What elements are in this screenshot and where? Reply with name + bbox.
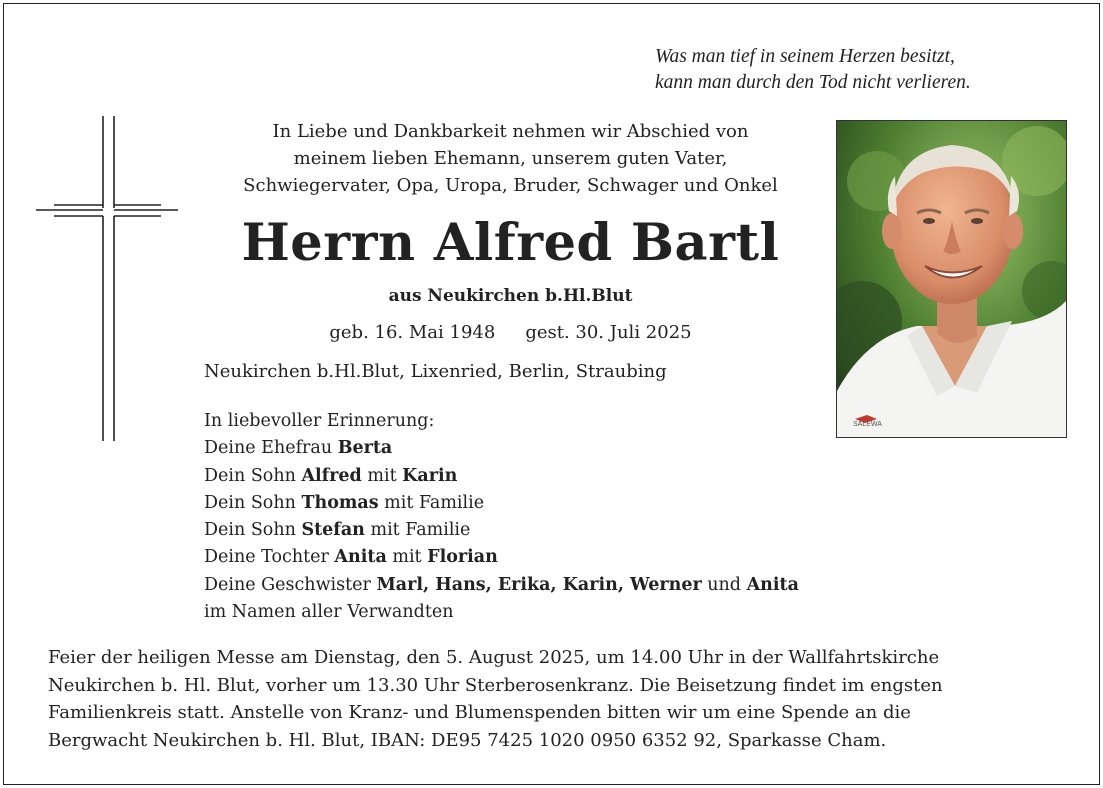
svg-text:SALEWA: SALEWA: [853, 421, 882, 428]
portrait-illustration: [837, 121, 1066, 437]
service-line-3: Familienkreis statt. Anstelle von Kranz- und Blumenspenden bitten wir um eine Spende an die: [48, 702, 911, 723]
mourners-closing: im Namen aller Verwandten: [204, 602, 454, 623]
places-list: Neukirchen b.Hl.Blut, Lixenried, Berlin, Straubing: [204, 361, 667, 382]
service-line-1: Feier der heiligen Messe am Dienstag, den 5. August 2025, um 14.00 Uhr in der Wallfahrtskirche: [48, 647, 940, 668]
deceased-origin: aus Neukirchen b.Hl.Blut: [388, 286, 633, 306]
life-dates: [192, 320, 829, 346]
cross-icon: [36, 116, 181, 446]
service-announcement: [48, 644, 1068, 754]
motto-line-2: kann man durch den Tod nicht verlieren.: [655, 72, 971, 93]
mourner-siblings: Deine Geschwister Marl, Hans, Erika, Karin, Werner und Anita: [204, 574, 799, 595]
intro-line-2: meinem lieben Ehemann, unserem guten Vater,: [293, 148, 728, 169]
intro-line-3: Schwiegervater, Opa, Uropa, Bruder, Schwager und Onkel: [243, 175, 778, 196]
mourners-list: [204, 408, 799, 626]
death-date: gest. 30. Juli 2025: [525, 322, 692, 343]
birth-date: geb. 16. Mai 1948: [329, 322, 496, 343]
mourners-heading: In liebevoller Erinnerung:: [204, 411, 435, 431]
obituary-notice: [3, 3, 1100, 785]
mourner-daughter: Deine Tochter Anita mit Florian: [204, 547, 498, 568]
intro-line-1: In Liebe und Dankbarkeit nehmen wir Abschied von: [272, 121, 749, 142]
mourner-son-alfred: Dein Sohn Alfred mit Karin: [204, 465, 458, 486]
mourner-son-stefan: Dein Sohn Stefan mit Familie: [204, 520, 471, 541]
portrait-photo: [836, 120, 1067, 438]
intro-text: [192, 118, 829, 199]
service-line-4: Bergwacht Neukirchen b. Hl. Blut, IBAN: DE95 7425 1020 0950 6352 92, Sparkasse Cham.: [48, 729, 887, 751]
deceased-name: Herrn Alfred Bartl: [241, 213, 780, 273]
service-line-2: Neukirchen b. Hl. Blut, vorher um 13.30 Uhr Sterberosenkranz. Die Beisetzung findet im engsten: [48, 674, 943, 696]
motto-quote: [655, 44, 1085, 96]
mourner-son-thomas: Dein Sohn Thomas mit Familie: [204, 492, 485, 513]
motto-line-1: Was man tief in seinem Herzen besitzt,: [655, 46, 955, 67]
mourner-wife: Deine Ehefrau Berta: [204, 438, 393, 459]
